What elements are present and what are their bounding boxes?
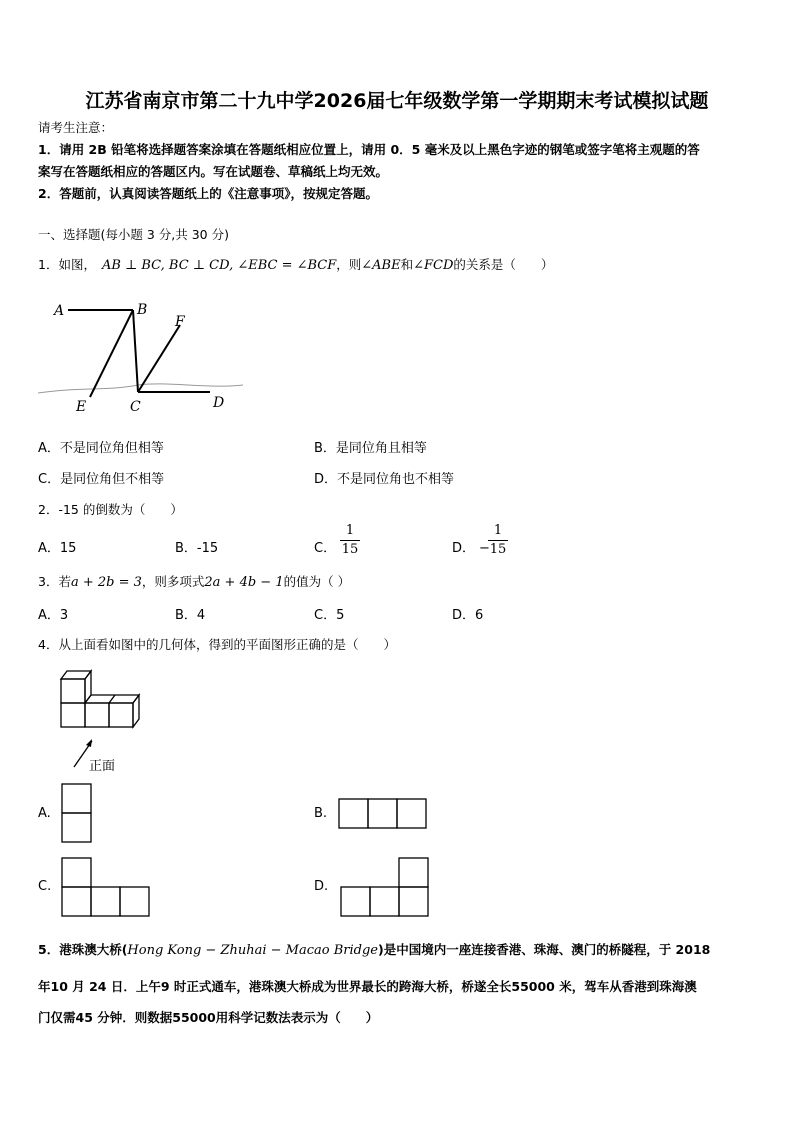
q1-option-d[interactable]: D．不是同位角也不相等	[314, 472, 455, 487]
arrow-head	[86, 739, 92, 747]
q3-option-d[interactable]: D．6	[452, 608, 484, 623]
q2-option-d-fraction	[488, 523, 508, 558]
edge-line	[109, 695, 115, 703]
fraction-bar	[488, 540, 508, 541]
q5-line1	[38, 940, 710, 958]
q1-middle: ，则	[336, 257, 362, 272]
q1-condition: AB ⊥ BC, BC ⊥ CD, ∠EBC = ∠BCF	[101, 258, 337, 273]
q3-option-a[interactable]: A．3	[38, 608, 69, 623]
q5-bridge-name: Hong Kong − Zhuhai − Macao Bridge	[127, 943, 378, 958]
cube-front-face	[85, 703, 109, 727]
label-d: D	[213, 395, 225, 411]
q4-solid-figure	[52, 665, 152, 775]
q2-option-a[interactable]: A．15	[38, 541, 77, 556]
section-heading: 一、选择题(每小题 3 分,共 30 分)	[38, 227, 229, 242]
q2-option-d-label[interactable]	[452, 537, 490, 556]
label-b: B	[137, 302, 148, 318]
notice-item1-line1: 1．请用 2B 铅笔将选择题答案涂填在答题纸相应位置上，请用 0．5 毫米及以上黑色字迹的钢笔或签字笔将主观题的答	[38, 142, 700, 157]
q1-figure	[38, 295, 243, 420]
front-label: 正面	[89, 759, 116, 774]
q1-stem	[38, 255, 553, 273]
q5-line3: 门仅需45 分钟．则数据55000用科学记数法表示为（ ）	[38, 1010, 379, 1025]
line-be	[90, 310, 133, 397]
fraction-numerator: 1	[493, 523, 503, 538]
cube-front-face	[61, 679, 85, 703]
line-bc	[133, 310, 138, 392]
notice-heading: 请考生注意：	[38, 120, 114, 135]
page-title: 江苏省南京市第二十九中学2026届七年级数学第一学期期末考试模拟试题	[85, 90, 709, 112]
q3-suffix: 的值为（ ）	[283, 574, 351, 589]
q2-option-d-letter: D．	[452, 541, 476, 556]
row-side-face	[133, 695, 139, 727]
q1-prefix: 1．如图，	[38, 257, 96, 272]
notice-item2: 2．答题前，认真阅读答题纸上的《注意事项》，按规定答题。	[38, 186, 378, 201]
fraction-denominator: 15	[489, 542, 507, 557]
q1-option-b[interactable]: B．是同位角且相等	[314, 441, 427, 456]
line-cf	[138, 325, 180, 392]
q3-expression: 2a + 4b − 1	[204, 575, 284, 590]
q4-stem: 4．从上面看如图中的几何体，得到的平面图形正确的是（ ）	[38, 637, 396, 652]
q4-option-d-shape[interactable]	[339, 856, 433, 919]
q2-option-d-sign: −	[479, 541, 490, 556]
q3-prefix: 3．若	[38, 574, 71, 589]
q3-option-c[interactable]: C．5	[314, 608, 345, 623]
q3-option-b[interactable]: B．4	[175, 608, 206, 623]
fraction-bar	[340, 540, 360, 541]
q3-condition: a + 2b = 3	[70, 575, 142, 590]
cube-front-face	[61, 703, 85, 727]
q5-line2: 年10 月 24 日．上午9 时正式通车，港珠澳大桥成为世界最长的跨海大桥，桥遂全长55000 米，驾车从香港到珠海澳	[38, 979, 697, 994]
q2-option-b[interactable]: B．-15	[175, 541, 219, 556]
q1-option-c[interactable]: C．是同位角但不相等	[38, 472, 165, 487]
q4-option-a-label[interactable]: A.	[38, 806, 51, 821]
q4-option-a-shape[interactable]	[60, 782, 94, 844]
label-f: F	[175, 314, 185, 330]
notice-item1-line2: 案写在答题纸相应的答题区内。写在试题卷、草稿纸上均无效。	[38, 164, 389, 179]
cube-front-face	[109, 703, 133, 727]
label-a: A	[54, 303, 65, 319]
q4-option-d-label[interactable]: D.	[314, 879, 329, 894]
label-e: E	[76, 399, 87, 415]
q4-option-c-shape[interactable]	[60, 856, 154, 919]
q4-option-b-shape[interactable]	[337, 797, 431, 831]
q1-and: 和	[400, 257, 414, 272]
q5-line1-suffix: )是中国境内一座连接香港、珠海、澳门的桥隧程，于 2018	[377, 942, 711, 957]
q5-line1-prefix: 5．港珠澳大桥(	[38, 942, 128, 957]
q2-option-c-fraction	[340, 523, 360, 558]
fraction-denominator: 15	[341, 542, 359, 557]
label-c: C	[130, 399, 141, 415]
q2-stem: 2．-15 的倒数为（ ）	[38, 502, 183, 517]
q3-stem	[38, 572, 350, 590]
q4-option-b-label[interactable]: B.	[314, 806, 328, 821]
q2-option-c-label[interactable]: C．	[314, 541, 337, 556]
q1-angle2: ∠FCD	[413, 258, 454, 273]
q3-middle: ，则多项式	[141, 574, 205, 589]
q1-option-a[interactable]: A．不是同位角但相等	[38, 441, 164, 456]
q1-angle1: ∠ABE	[361, 258, 401, 273]
q1-suffix: 的关系是（ ）	[453, 257, 554, 272]
q4-option-c-label[interactable]: C.	[38, 879, 52, 894]
fraction-numerator: 1	[345, 523, 355, 538]
